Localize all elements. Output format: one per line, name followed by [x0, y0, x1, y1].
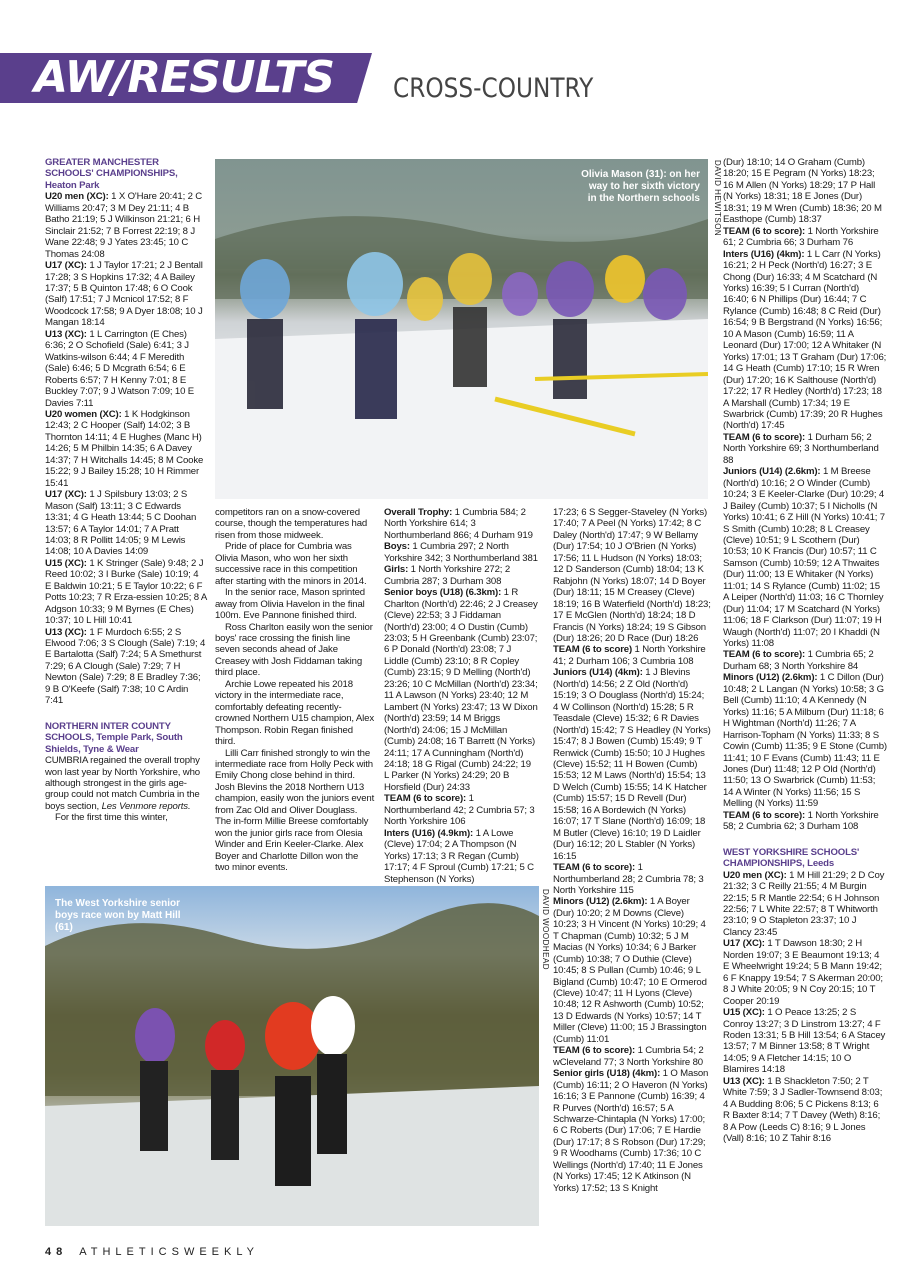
column-5	[723, 157, 887, 1145]
result-para: U15 (XC): 1 K Stringer (Sale) 9:48; 2 J Reed 10:02; 3 I Burke (Sale) 10:19; 4 E Baldwin 10:21; 5 E Taylor 10:22; 6 F Potts 10:23; 7 R Erza-essien 10:25; 8 A Adgson 10:33; 9 M Byrnes (E Ches) 10:37; 10 L Hill 10:41	[45, 557, 207, 627]
result-para: U13 (XC): 1 F Murdoch 6:55; 2 S Elwood 7:06; 3 S Clough (Sale) 7:19; 4 E Bartalotta (Salf) 7:24; 5 A Smethurst 7:29; 6 A Clough (Sale) 7:29; 7 H Newton (Sale) 7:29; 8 E Bradley 7:36; 9 B O'Keefe (Salf) 7:38; 10 C Ardin 7:41	[45, 626, 206, 707]
result-para: U17 (XC): 1 T Dawson 18:30; 2 H Norden 19:07; 3 E Beaumont 19:13; 4 E Wheelwright 19:24; 5 B Mann 19:42; 6 F Knappy 19:54; 7 S Akerman 20:00; 8 J White 20:05; 9 N Coy 20:15; 10 T Cooper 20:19	[723, 938, 883, 1007]
result-para: U20 men (XC): 1 M Hill 21:29; 2 D Coy 21:32; 3 C Reilly 21:55; 4 M Burgin 22:15; 5 R Mantle 22:54; 6 H Johnson 22:56; 7 L White 22:57; 8 T Whitworth 23:10; 9 O Stapleton 23:37; 10 J Clancy 23:45	[723, 869, 885, 938]
result-para: (Dur) 18:10; 14 O Graham (Cumb) 18:20; 15 E Pegram (N Yorks) 18:23; 16 M Allen (N Yorks) 18:29; 17 P Hall (N Yorks) 18:31; 18 E Jones (Dur) 18:31; 19 M Wren (Cumb) 18:36; 20 M Easthope (Cumb) 18:37	[723, 157, 882, 226]
result-para: TEAM (6 to score): 1 North Yorkshire 58; 2 Cumbria 62; 3 Durham 108	[723, 809, 879, 833]
page-number: 48	[45, 1246, 68, 1258]
column-1	[45, 157, 207, 824]
banner-title: AW/RESULTS	[34, 52, 335, 103]
ni-intro: CUMBRIA regained the overall trophy won last year by North Yorkshire, who although strongest in the girls age-group could not match Cumbria in the boys section, Les Venmore reports.	[45, 755, 200, 812]
photo-west-yorkshire	[45, 886, 539, 1226]
article-para: Ross Charlton easily won the senior boys' race crossing the finish line seven seconds ahead of Jake Creasey with Josh Fiddaman taking third place.	[215, 621, 373, 679]
result-para: Overall Trophy: 1 Cumbria 584; 2 North Yorkshire 614; 3 Northumberland 866; 4 Durham 919	[384, 507, 533, 541]
ni-heading: NORTHERN INTER COUNTY SCHOOLS, Temple Park, South Shields, Tyne & Wear	[45, 720, 183, 755]
article-para: Pride of place for Cumbria was Olivia Mason, who won her sixth successive race in this competition after starting with the minors in 2014.	[215, 541, 367, 587]
result-para: Senior boys (U18) (6.3km): 1 R Charlton (North'd) 22:46; 2 J Creasey (Cleve) 22:53; 3 J Fiddaman (North'd) 23:00; 4 O Dustin (Cumb) 23:03; 5 H Greenbank (Cumb) 23:07; 6 P Donald (North'd) 23:08; 7 J Liddle (Cumb) 23:10; 8 R Copley (Cumb) 23:15; 9 D Melling (North'd) 23:26; 10 C McMillan (North'd) 23:34; 11 A Lawson (N Yorks) 23:40; 12 M Lambert (N Yorks) 23:47; 13 W Dixon (North'd) 23:59; 14 M Briggs (North'd) 24:06; 15 J McMillan (Cumb) 24:08; 16 T Barrett (N Yorks) 24:11; 17 A Cunningham (North'd) 24:18; 18 G Rigal (Cumb) 24:22; 19 L Parker (N Yorks) 24:29; 20 B Horsfield (Dur) 24:33	[384, 587, 538, 793]
column-2	[215, 507, 375, 874]
article-para: competitors ran on a snow-covered course, though the temperatures had risen from those midweek.	[215, 507, 368, 541]
result-para: Minors (U12) (2.6km): 1 A Boyer (Dur) 10:20; 2 M Downs (Cleve) 10:23; 3 H Vincent (N Yorks) 10:29; 4 T Chapman (Cumb) 10:32; 5 J M Macias (N Yorks) 10:34; 6 J Barker (Cumb) 10:38; 7 O Duthie (Cleve) 10:45; 8 S Pullan (Cumb) 10:46; 9 L Bigland (Cumb) 10:47; 10 E Ormerod (Cleve) 10:47; 11 H Lyons (Cleve) 10:48; 12 R Ashworth (Cumb) 10:52; 13 D Edwards (N Yorks) 10:57; 14 T Miller (Cleve) 11:00; 15 J Brassington (Cumb) 11:01	[553, 896, 707, 1045]
result-para: U13 (XC): 1 L Carrington (E Ches) 6:36; 2 O Schofield (Sale) 6:41; 3 J Watkins-wilson 6:44; 4 F Meredith (Sale) 6:46; 5 D Mcgrath 6:54; 6 E Roberts 6:57; 7 H Kenny 7:01; 8 E Buckley 7:07; 9 J Watson 7:09; 10 E Davies 7:11	[45, 328, 195, 409]
runners-photo-2	[45, 886, 539, 1226]
result-para: Girls: 1 North Yorkshire 272; 2 Cumbria 287; 3 Durham 308	[384, 564, 511, 587]
gm-heading: GREATER MANCHESTER SCHOOLS' CHAMPIONSHIPS,	[45, 157, 178, 180]
photo2-credit: DAVID WOODHEAD	[541, 889, 550, 971]
photo-olivia-mason	[215, 159, 708, 499]
page-footer	[45, 1246, 259, 1258]
photo1-credit: DAVID HEWITSON	[713, 160, 722, 237]
article-para: In the senior race, Mason sprinted away from Olivia Havelon in the final 100m. Eve Pannone finished third.	[215, 587, 365, 622]
photo1-caption: Olivia Mason (31): on her way to her sixth victory in the Northern schools	[581, 169, 700, 204]
result-para: U17 (XC): 1 J Spilsbury 13:03; 2 S Mason (Salf) 13:11; 3 C Edwards 13:31; 4 G Heath 13:44; 5 C Doohan 13:57; 6 A Taylor 14:01; 7 A Pratt 14:03; 8 R Pollitt 14:05; 9 M Lewis 14:08; 10 A Davies 14:09	[45, 489, 197, 558]
article-para: Archie Lowe repeated his 2018 victory in the intermediate race, comfortably defeating recently-crowned Northern U15 champion, Alex Thompson. Robin Regan finished third.	[215, 678, 374, 748]
photo2-caption: The West Yorkshire senior boys race won by Matt Hill (61)	[55, 898, 181, 933]
result-para: U20 women (XC): 1 K Hodgkinson 12:43; 2 C Hooper (Salf) 14:02; 3 B Thornton 14:11; 4 E Hughes (Manc H) 14:26; 5 M Philbin 14:35; 6 A Davey 14:37; 7 H Witchalls 14:45; 8 M Cooke 15:22; 9 J Bailey 15:28; 10 H Rimmer 15:41	[45, 408, 204, 489]
result-para: TEAM (6 to score): 1 Durham 56; 2 North Yorkshire 69; 3 Northumberland 88	[723, 431, 879, 466]
result-para: TEAM (6 to score): 1 North Yorkshire 61; 2 Cumbria 66; 3 Durham 76	[723, 225, 879, 249]
result-para: Minors (U12) (2.6km): 1 C Dillon (Dur) 10:48; 2 L Langan (N Yorks) 10:58; 3 G Bell (Cumb) 11:10; 4 A Kennedy (N Yorks) 11:16; 5 A Milburn (Dur) 11:18; 6 H Wightman (North'd) 11:26; 7 A Harrison-Topham (N Yorks) 11:33; 8 S Cowin (Cumb) 11:35; 9 E Stone (Cumb) 11:41; 10 F Evans (Cumb) 11:43; 11 E Jones (Dur) 11:48; 12 P Old (North'd) 11:50; 13 O Swarbrick (Cumb) 11:53; 14 A Winter (N Yorks) 11:56; 15 S Melling (N Yorks) 11:59	[723, 672, 887, 810]
magazine-name: ATHLETICSWEEKLY	[79, 1246, 259, 1258]
result-para: U17 (XC): 1 J Taylor 17:21; 2 J Bentall 17:28; 3 S Hopkins 17:32; 4 A Bailey 17:37; 5 B Quinton 17:48; 6 O Cook (Salf) 17:51; 7 J Mcnicol 17:52; 8 F Woodcock 17:58; 9 A Dyer 18:08; 10 J Mangan 18:14	[45, 260, 203, 329]
runners-photo	[215, 159, 708, 499]
result-para: Boys: 1 Cumbria 297; 2 North Yorkshire 342; 3 Northumberland 381	[384, 541, 538, 564]
result-para: Inters (U16) (4.9km): 1 A Lowe (Cleve) 17:04; 2 A Thompson (N Yorks) 17:13; 3 R Regan (Cumb) 17:17; 4 F Sproul (Cumb) 17:21; 5 C Stephenson (N Yorks)	[384, 827, 534, 885]
section-title: CROSS-COUNTRY	[393, 73, 594, 104]
result-para: Juniors (U14) (4km): 1 J Blevins (North'd) 14:56; 2 Z Old (North'd) 15:19; 3 O Douglass (North'd) 15:24; 4 W Collinson (North'd) 15:28; 5 R Teasdale (Cleve) 15:32; 6 R Davies (North'd) 15:42; 7 S Headley (N Yorks) 15:47; 8 J Bowen (Cumb) 15:49; 9 T Renwick (Cumb) 15:50; 10 J Hughes (Cleve) 15:52; 11 H Bowen (Cumb) 15:53; 12 M Laws (North'd) 15:54; 13 D Welch (Cumb) 15:55; 14 K Hatcher (Cumb) 15:57; 15 D Revell (Dur) 15:58; 16 A Bordewich (N Yorks) 16:07; 17 T Slane (North'd) 16:09; 18 M Butler (Cleve) 16:10; 19 D Laidler (Dur) 16:12; 20 L Stabler (N Yorks) 16:15	[553, 667, 711, 862]
result-para: U15 (XC): 1 O Peace 13:25; 2 S Conroy 13:27; 3 D Linstrom 13:27; 4 F Roden 13:31; 5 B Hill 13:54; 6 A Stacey 13:57; 7 M Binner 13:58; 8 T Wright 14:05; 9 A Fletcher 14:15; 10 O Blamires 14:18	[723, 1007, 886, 1076]
result-para: 17:23; 6 S Segger-Staveley (N Yorks) 17:40; 7 A Peel (N Yorks) 17:42; 8 C Daley (North'd) 17:47; 9 W Bellamy (Dur) 17:54; 10 J O'Brien (N Yorks) 17:56; 11 L Hudson (N Yorks) 18:03; 12 D Sanderson (Cumb) 18:04; 13 K Rabjohn (N Yorks) 18:07; 14 D Boyer (Dur) 18:11; 15 M Creasey (Cleve) 18:19; 16 B Waterfield (North'd) 18:23; 17 E McGlen (North'd) 18:24; 18 D Francis (N Yorks) 18:24; 19 S Gibson (Dur) 18:26; 20 D Race (Dur) 18:26	[553, 507, 711, 644]
result-para: U20 men (XC): 1 X O'Hare 20:41; 2 C Williams 20:47; 3 M Dey 21:11; 4 B Batho 21:19; 5 J Wilkinson 21:21; 6 H Sinclair 21:52; 7 B Forrest 22:19; 8 J Wane 22:48; 9 J Yates 23:45; 10 C Thomas 24:08	[45, 191, 203, 260]
result-para: TEAM (6 to score): 1 Cumbria 65; 2 Durham 68; 3 North Yorkshire 84	[723, 649, 874, 672]
gm-venue: Heaton Park	[45, 179, 100, 191]
result-para: TEAM (6 to score): 1 Northumberland 28; 2 Cumbria 78; 3 North Yorkshire 115	[553, 862, 704, 896]
result-para: U13 (XC): 1 B Shackleton 7:50; 2 T White 7:59; 3 J Sadler-Townsend 8:03; 4 A Budding 8:06; 5 C Pickens 8:13; 6 R Baxter 8:14; 7 T Davey (Weth) 8:16; 8 A Pow (Leeds C) 8:16; 9 L Jones (Vall) 8:16; 10 Z Tahir 8:16	[723, 1075, 883, 1145]
result-para: TEAM (6 to score): 1 Cumbria 54; 2 wCleveland 77; 3 North Yorkshire 80	[553, 1045, 704, 1068]
wy-heading: WEST YORKSHIRE SCHOOLS' CHAMPIONSHIPS, Leeds	[723, 846, 860, 870]
result-para: TEAM (6 to score) 1 North Yorkshire 41; 2 Durham 106; 3 Cumbria 108	[553, 644, 706, 667]
column-4	[553, 507, 711, 1194]
column-3	[384, 507, 538, 885]
article-para: For the first time this winter,	[55, 812, 168, 824]
result-para: Juniors (U14) (2.6km): 1 M Breese (North'd) 10:16; 2 O Winder (Cumb) 10:24; 3 E Keeler-Clarke (Dur) 10:29; 4 J Bailey (Cumb) 10:37; 5 I Nicholls (N Yorks) 10:41; 6 Z Hill (N Yorks) 10:41; 7 S Smith (Cumb) 10:28; 8 L Creasey (Cleve) 10:51; 9 L Scothern (Dur) 10:53; 10 K Francis (Dur) 10:57; 11 C Samson (Cumb) 10:59; 12 A Thwaites (Dur) 11:00; 13 E Whitaker (N Yorks) 11:01; 14 S Rylance (Cumb) 11:02; 15 A Leiper (North'd) 11:03; 16 C Thornley (Dur) 11:04; 17 M Scatchard (N Yorks) 11:06; 18 F Clarkson (Dur) 11:07; 19 H Waugh (North'd) 11:07; 20 I Khaddi (N Yorks) 11:08	[723, 466, 885, 650]
result-para: Inters (U16) (4km): 1 L Carr (N Yorks) 16:21; 2 H Peck (North'd) 16:27; 3 E Chong (Dur) 16:33; 4 M Scatchard (N Yorks) 16:39; 5 I Curran (North'd) 16:40; 6 N Phillips (Dur) 16:44; 7 C Rylance (Cumb) 16:48; 8 C Reid (Dur) 16:54; 9 B Bergstrand (N Yorks) 16:56; 10 A Mason (Cumb) 16:59; 11 A Leonard (Dur) 17:00; 12 A Whitaker (N Yorks) 17:01; 13 T Graham (Dur) 17:06; 14 G Heath (Cumb) 17:10; 15 R Wren (Dur) 17:20; 16 K Salthouse (North'd) 17:22; 17 R Hedley (North'd) 17:23; 18 A Marshall (Cumb) 17:34; 19 E Swarbrick (Cumb) 17:39; 20 R Hughes (North'd) 17:45	[723, 248, 887, 432]
result-para: TEAM (6 to score): 1 Northumberland 42; 2 Cumbria 57; 3 North Yorkshire 106	[384, 793, 535, 828]
article-para: Lilli Carr finished strongly to win the intermediate race from Holly Peck with Emily Chong close behind in third. Josh Blevins the 2018 Northern U13 champion, easily won the juniors event from Zac Old and Oliver Douglass. The in-form Millie Breese comfortably won the junior girls race from Olesia Winder and Erin Keeler-Clarke. Alex Boyer and Charlotte Dillon won the two minor events.	[215, 747, 375, 874]
result-para: Senior girls (U18) (4km): 1 O Mason (Cumb) 16:11; 2 O Haveron (N Yorks) 16:16; 3 E Pannone (Cumb) 16:39; 4 R Purves (North'd) 16:57; 5 A Schwarze-Chintapla (N Yorks) 17:00; 6 C Roberts (Dur) 17:06; 7 E Hardie (Dur) 17:17; 8 S Robson (Dur) 17:29; 9 R Woodhams (Cumb) 17:36; 10 C Wellings (North'd) 17:40; 11 E Jones (N Yorks) 17:45; 12 K Atkinson (N Yorks) 17:52; 13 S Knight	[553, 1068, 709, 1194]
